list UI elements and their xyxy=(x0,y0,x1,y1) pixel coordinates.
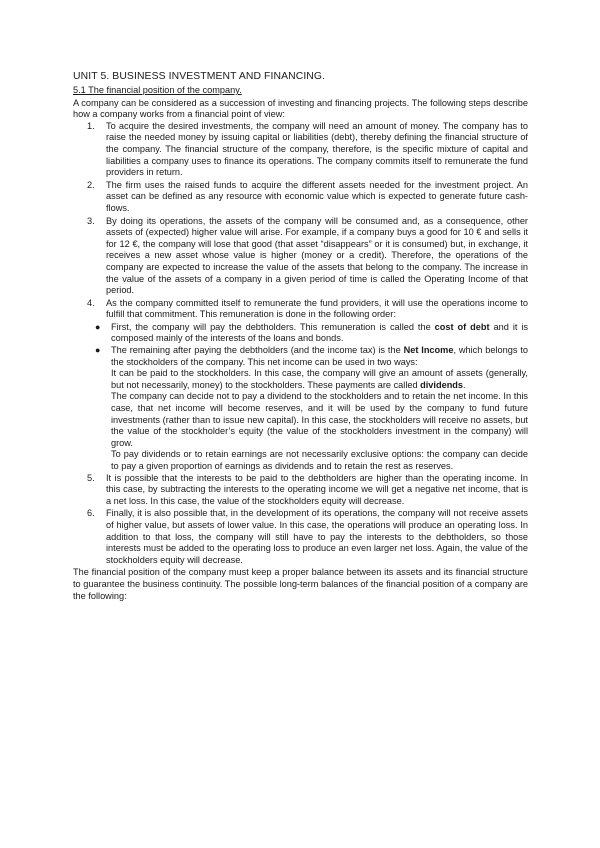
step-number: 5. xyxy=(87,472,95,483)
step-number: 1. xyxy=(87,120,95,131)
sub-text-pre: It can be paid to the stockholders. In this case, the company will give an amount of assets (generally, but not necessarily, money) to the stockholders. These payments are called xyxy=(111,368,528,390)
step-item xyxy=(73,473,528,508)
closing-paragraph: The financial position of the company must keep a proper balance between its assets and its financial structure to guarantee the business continuity. The possible long-term balances of the financial position of a company are the following: xyxy=(73,567,528,601)
step-item xyxy=(73,180,528,215)
options-paragraph: To pay dividends or to retain earnings are not necessarily exclusive options: the company can decide to pay a given proportion of earnings as dividends and to retain the rest as reserves. xyxy=(111,449,528,471)
dividends-paragraph xyxy=(73,368,528,391)
step-text: By doing its operations, the assets of the company will be consumed and, as a consequence, other assets of (expected) higher value will arise. For example, if a company buys a good for 10 € and sells it for 12 €, the company will lose that good (that asset “disappears” or it is consumed) but, in exchange, it receives a new asset whose value is higher (money or a credit). Therefore, the operations of the company are expected to increase the value of the assets that belong to the company. The increase in the value of the assets of a company in a given period of time is called the Operating Income of that period. xyxy=(106,215,528,296)
bullet-text-post: , which belongs to the stockholders of the company. This net income can be used in two ways: xyxy=(111,345,528,367)
bullet-text-post: and it is composed mainly of the interests of the loans and bonds. xyxy=(111,321,529,344)
step-number: 3. xyxy=(87,215,95,226)
step-item xyxy=(73,298,528,321)
step-text: To acquire the desired investments, the company will need an amount of money. The company has to raise the needed money by issuing capital or liabilities (debt), thereby defining the financial structure of the company. The financial structure of the company, therefore, is the specific mixture of capital and liabilities a company uses to finance its operations. The company commits itself to remunerate the fund providers in return. xyxy=(106,120,528,178)
section-title: 5.1 The financial position of the company. xyxy=(73,85,242,95)
step-text: It is possible that the interests to be paid to the debtholders are higher than the operating income. In this case, by subtracting the interests to the operating income we will get a negative net income, that is a net loss. In this case, the value of the stockholders equity will decrease. xyxy=(106,472,528,506)
steps-list xyxy=(73,121,528,321)
bullet-text-pre: The remaining after paying the debtholders (and the income tax) is the xyxy=(111,345,404,356)
bullet-bold-term: cost of debt xyxy=(434,321,490,332)
steps-list-continued xyxy=(73,473,528,567)
step-number: 2. xyxy=(87,179,95,190)
step-number: 4. xyxy=(87,297,95,308)
step-item xyxy=(73,121,528,179)
bullet-icon: ● xyxy=(95,345,101,356)
bullet-bold-term: Net Income xyxy=(403,345,454,356)
dividends-term: dividends xyxy=(420,379,464,390)
step-item xyxy=(73,216,528,297)
unit-title: UNIT 5. BUSINESS INVESTMENT AND FINANCING. xyxy=(73,71,326,82)
bullet-item xyxy=(73,345,528,368)
step-text: The firm uses the raised funds to acquire the different assets needed for the investment project. An asset can be defined as any resource with economic value which is expected to generate future cash-flows. xyxy=(106,179,528,213)
bullet-text-pre: First, the company will pay the debtholders. This remuneration is called the xyxy=(111,321,435,332)
step-text: Finally, it is also possible that, in the development of its operations, the company will not receive assets of higher value, but assets of lower value. In this case, the operations will produce an operating loss. In addition to that loss, the company will still have to pay the interests to the debtholders, so those interests must be added to the operating loss to produce an even larger net loss. Again, the value of the stockholders equity will decrease. xyxy=(106,508,528,565)
document-body xyxy=(73,70,528,602)
step-number: 6. xyxy=(87,508,95,519)
bullet-icon: ● xyxy=(95,321,101,332)
remuneration-bullets xyxy=(73,322,528,368)
step-text: As the company committed itself to remunerate the fund providers, it will use the operations income to fulfill that commitment. This remuneration is done in the following order: xyxy=(106,297,528,320)
retain-paragraph: The company can decide not to pay a dividend to the stockholders and to retain the net income. In this case, that net income will become reserves, and it will be used by the company to fund future investments (rather than to issue new capital). In this case, the stockholders will receive no assets, but the value of the stockholder’s equity (the value of the stockholders investment in the company) will grow. xyxy=(111,391,528,448)
bullet-item xyxy=(73,322,528,345)
sub-text-post: . xyxy=(463,379,466,390)
step-item xyxy=(73,508,528,566)
intro-paragraph: A company can be considered as a succession of investing and financing projects. The following steps describe how a company works from a financial point of view: xyxy=(73,97,528,120)
